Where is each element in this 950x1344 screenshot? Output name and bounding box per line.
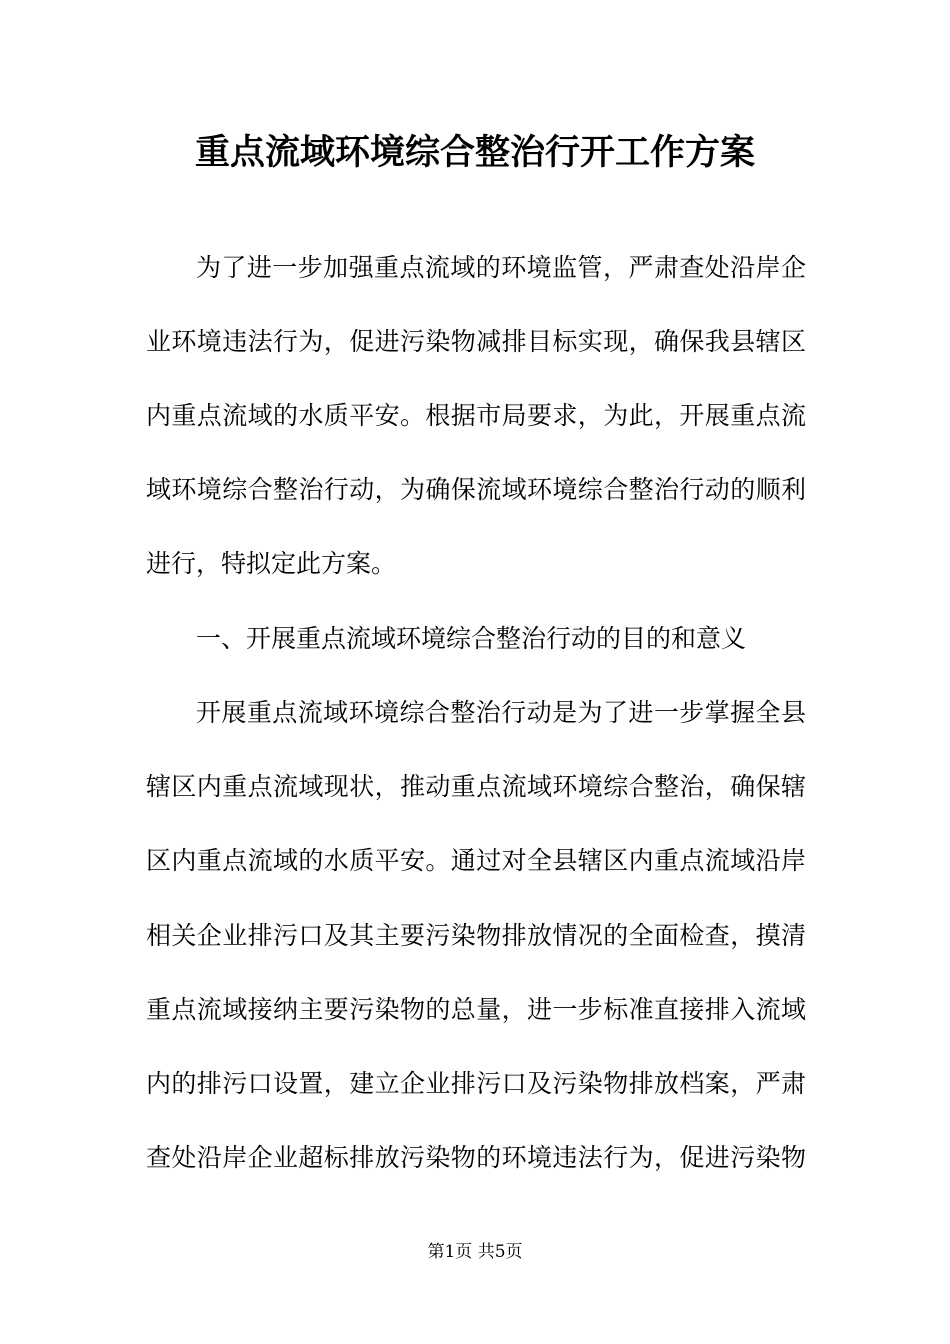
paragraph-line: 开展重点流域环境综合整治行动是为了进一步掌握全县 [196, 698, 806, 727]
paragraph-line: 重点流域接纳主要污染物的总量，进一步标准直接排入流域 [146, 995, 806, 1024]
paragraph-line: 进行，特拟定此方案。 [146, 549, 397, 578]
paragraph-line: 业环境违法行为，促进污染物减排目标实现，确保我县辖区 [146, 327, 806, 356]
paragraph-line: 相关企业排污口及其主要污染物排放情况的全面检查，摸清 [146, 921, 806, 950]
page-footer: 第1页 共5页 [427, 1242, 523, 1262]
section-heading: 一、开展重点流域环境综合整治行动的目的和意义 [196, 624, 747, 653]
document-title: 重点流域环境综合整治行开工作方案 [194, 132, 755, 173]
paragraph-line: 区内重点流域的水质平安。通过对全县辖区内重点流域沿岸 [146, 846, 806, 875]
paragraph-line: 域环境综合整治行动，为确保流域环境综合整治行动的顺利 [146, 475, 806, 504]
paragraph-line: 查处沿岸企业超标排放污染物的环境违法行为，促进污染物 [146, 1143, 806, 1172]
paragraph-line: 为了进一步加强重点流域的环境监管，严肃查处沿岸企 [196, 253, 806, 282]
paragraph-line: 辖区内重点流域现状，推动重点流域环境综合整治，确保辖 [146, 772, 806, 801]
paragraph-line: 内重点流域的水质平安。根据市局要求，为此，开展重点流 [146, 401, 806, 430]
paragraph-line: 内的排污口设置，建立企业排污口及污染物排放档案，严肃 [146, 1069, 806, 1098]
